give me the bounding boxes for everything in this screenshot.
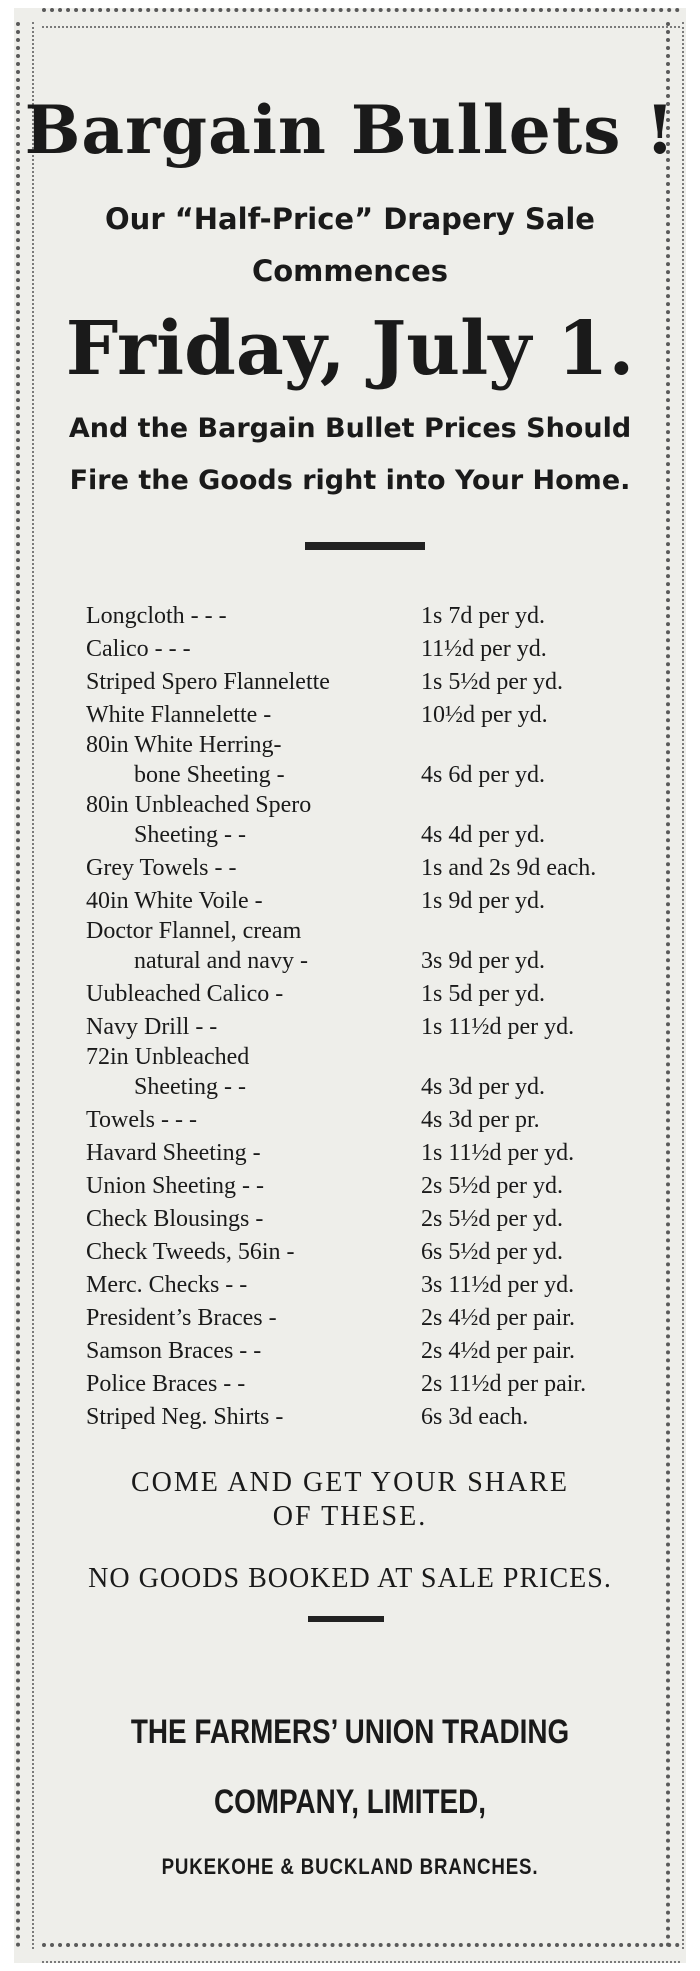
price-list-row [86,664,686,697]
item-name [86,700,421,730]
item-name-line1: Striped Spero Flannelette [86,669,330,695]
item-name-line2: Sheeting - - [134,1074,246,1100]
price-list-row [86,976,686,1009]
item-name-line1: 40in White Voile - [86,888,263,914]
item-name-line1: Longcloth - - - [86,603,227,629]
item-price: 1s 7d per yd. [421,603,545,629]
item-price: 2s 4½d per pair. [421,1305,575,1331]
price-list-row [86,1333,686,1366]
item-name [86,916,421,976]
sale-date: Friday, July 1. [65,306,635,392]
item-price: 1s 11½d per yd. [421,1014,575,1040]
item-name-line1: 72in Unbleached [86,1044,250,1070]
price-list-row [86,1009,686,1042]
item-name [86,634,421,664]
item-name-line1: Check Blousings - [86,1206,264,1232]
top-ornamental-border [42,8,680,28]
item-name-line1: 80in Unbleached Spero [86,792,312,818]
item-name-line1: Merc. Checks - - [86,1272,248,1298]
price-list-row [86,1168,686,1201]
item-name [86,601,421,631]
price-list-row [86,697,686,730]
item-price: 2s 5½d per yd. [421,1206,563,1232]
item-name-line2: Sheeting - - [134,822,246,848]
item-name-line1: Samson Braces - - [86,1338,262,1364]
price-list-row [86,1234,686,1267]
item-name [86,1012,421,1042]
item-price: 1s and 2s 9d each. [421,855,597,881]
price-list-row [86,916,686,976]
item-price: 2s 5½d per yd. [421,1173,563,1199]
item-name-line1: Union Sheeting - - [86,1173,264,1199]
item-price: 6s 5½d per yd. [421,1239,563,1265]
item-name-line1: White Flannelette - [86,702,272,728]
item-name [86,1138,421,1168]
item-name [86,790,421,850]
bottom-ornamental-border [42,1943,680,1963]
price-list-row [86,1300,686,1333]
item-name-line1: Navy Drill - - [86,1014,218,1040]
item-name [86,730,421,790]
item-price: 1s 11½d per yd. [421,1140,575,1166]
item-name [86,1270,421,1300]
item-name [86,853,421,883]
item-name [86,1171,421,1201]
item-name-line1: Calico - - - [86,636,191,662]
price-list-row [86,1042,686,1102]
item-price: 10½d per yd. [421,702,548,728]
price-list-row [86,790,686,850]
company-name-line1: THE FARMERS’ UNION TRADING [130,1713,570,1751]
item-name-line1: Check Tweeds, 56in - [86,1239,295,1265]
price-list-row [86,1135,686,1168]
item-price: 2s 4½d per pair. [421,1338,575,1364]
item-name [86,1204,421,1234]
item-price: 1s 5d per yd. [421,981,545,1007]
price-list-row [86,1399,686,1432]
item-price: 6s 3d each. [421,1404,529,1430]
price-list-row [86,1366,686,1399]
item-name-line1: Striped Neg. Shirts - [86,1404,284,1430]
item-name [86,1402,421,1432]
item-name-line1: Grey Towels - - [86,855,237,881]
item-name [86,1237,421,1267]
item-name-line1: President’s Braces - [86,1305,277,1331]
item-name-line1: Police Braces - - [86,1371,246,1397]
item-name-line1: Towels - - - [86,1107,197,1133]
item-price: 1s 9d per yd. [421,888,545,914]
price-list-row [86,730,686,790]
company-name-line2: COMPANY, LIMITED, [213,1783,487,1821]
price-list-row [86,598,686,631]
item-price: 1s 5½d per yd. [421,669,563,695]
item-price: 4s 6d per yd. [421,762,545,788]
item-name-line1: 80in White Herring- [86,732,282,758]
call-to-action [0,1466,700,1534]
item-name-line1: Doctor Flannel, cream [86,918,302,944]
price-list-row [86,1102,686,1135]
call-to-action-line1: COME AND GET YOUR SHARE [130,1467,570,1498]
branches-line: PUKEKOHE & BUCKLAND BRANCHES. [161,1854,539,1879]
item-name-line2: natural and navy - [134,948,308,974]
advert-subtitle-line1: Our “Half-Price” Drapery Sale [105,202,595,236]
tagline-line2: Fire the Goods right into Your Home. [69,465,631,496]
call-to-action-line2: OF THESE. [272,1501,428,1532]
item-name [86,667,421,697]
item-name [86,1336,421,1366]
item-name-line2: bone Sheeting - [134,762,285,788]
price-list-row [86,850,686,883]
item-name-line1: Havard Sheeting - [86,1140,261,1166]
price-list-row [86,883,686,916]
item-price: 4s 4d per yd. [421,822,545,848]
item-price: 4s 3d per yd. [421,1074,545,1100]
price-list [86,598,686,1432]
advert-title: Bargain Bullets ! [24,91,676,169]
item-name [86,979,421,1009]
item-name [86,886,421,916]
price-list-row [86,1267,686,1300]
item-price: 2s 11½d per pair. [421,1371,587,1397]
divider-rule-bottom [308,1616,384,1622]
no-booking-notice: NO GOODS BOOKED AT SALE PRICES. [88,1563,612,1594]
item-name-line1: Uubleached Calico - [86,981,284,1007]
item-name [86,1369,421,1399]
item-name [86,1303,421,1333]
item-price: 3s 11½d per yd. [421,1272,575,1298]
price-list-row [86,1201,686,1234]
tagline-line1: And the Bargain Bullet Prices Should [68,413,632,444]
item-price: 4s 3d per pr. [421,1107,540,1133]
item-price: 3s 9d per yd. [421,948,545,974]
advert-subtitle-line2: Commences [251,254,449,288]
item-price: 11½d per yd. [421,636,547,662]
divider-rule-top [305,542,425,550]
item-name [86,1042,421,1102]
price-list-row [86,631,686,664]
item-name [86,1105,421,1135]
